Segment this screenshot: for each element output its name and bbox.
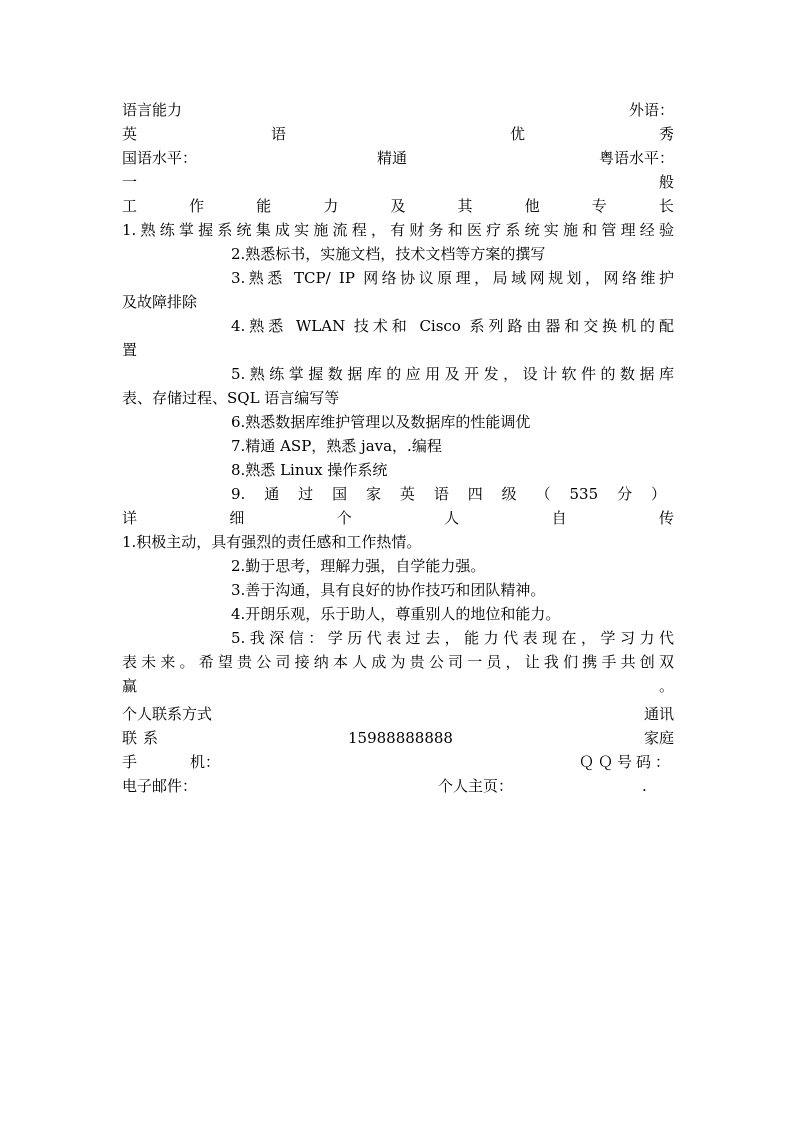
cet4-part: 通: [264, 485, 280, 503]
skills-heading-char: 其: [457, 197, 473, 215]
language-heading-line: [122, 98, 674, 122]
cet4-part: 语: [433, 485, 449, 503]
cet4-part: （: [535, 485, 551, 503]
skills-heading-char: 力: [323, 197, 339, 215]
skill-item: 4.熟悉 WLAN 技术和 Cisco 系列路由器和交换机的配: [231, 317, 674, 335]
intro-item-continued: 表未来。希望贵公司接纳本人成为贵公司一员，让我们携手共创双: [122, 653, 674, 671]
foreign-language-label: 外语：: [628, 101, 674, 119]
contact-heading: 个人联系方式: [122, 705, 213, 723]
contact-heading-line: [122, 702, 674, 726]
skill-item: 7.精通 ASP，熟悉 java，.编程: [231, 437, 442, 455]
homepage-label: 个人主页：: [438, 777, 514, 795]
intro-heading-char: 传: [658, 509, 674, 527]
language-heading: 语言能力: [122, 101, 183, 119]
email-homepage-line: [122, 774, 674, 798]
email-label: 电子邮件：: [122, 777, 198, 795]
skills-heading-char: 工: [122, 197, 138, 215]
cet4-part: 9.: [231, 485, 246, 503]
cet4-part: 家: [365, 485, 381, 503]
intro-heading: [122, 506, 674, 530]
home-label: 家庭: [643, 729, 674, 747]
skill-item: 5.熟练掌握数据库的应用及开发，设计软件的数据库: [231, 365, 674, 383]
english-char: 秀: [658, 125, 674, 143]
skills-heading: [122, 194, 674, 218]
homepage-end: .: [642, 777, 647, 795]
cet4-part: 535: [569, 485, 599, 503]
intro-heading-char: 个: [336, 509, 352, 527]
intro-heading-char: 细: [229, 509, 245, 527]
phone-number: 15988888888: [348, 729, 453, 747]
cet4-part: 过: [298, 485, 314, 503]
skills-heading-char: 及: [390, 197, 406, 215]
dialect-line: [122, 146, 674, 170]
intro-item: 1.积极主动，具有强烈的责任感和工作热情。: [122, 533, 422, 551]
skills-heading-char: 长: [658, 197, 674, 215]
cantonese-level-char: 一: [122, 173, 138, 191]
cantonese-level-char: 般: [658, 173, 674, 191]
skill-item-continued: 置: [122, 341, 138, 359]
mobile-char: 机：: [190, 753, 221, 771]
skill-item: 6.熟悉数据库维护管理以及数据库的性能调优: [231, 413, 531, 431]
skill-item-cet4: [231, 482, 666, 506]
english-char: 语: [270, 125, 286, 143]
skill-item-continued: 及故障排除: [122, 293, 198, 311]
intro-item: 4.开朗乐观，乐于助人，尊重别人的地位和能力。: [231, 605, 561, 623]
cantonese-label: 粤语水平：: [598, 149, 674, 167]
skill-item: 1.熟练掌握系统集成实施流程，有财务和医疗系统实施和管理经验: [122, 221, 674, 239]
intro-heading-char: 人: [444, 509, 460, 527]
cet4-part: 国: [332, 485, 348, 503]
intro-heading-char: 详: [122, 509, 138, 527]
comm-label: 通讯: [643, 705, 674, 723]
intro-item: 2.勤于思考，理解力强，自学能力强。: [231, 557, 486, 575]
intro-heading-char: 自: [551, 509, 567, 527]
cet4-part: 分: [617, 485, 633, 503]
skills-heading-char: 他: [524, 197, 540, 215]
mandarin-label: 国语水平：: [122, 149, 198, 167]
qq-label: ＱＱ号码：: [578, 753, 674, 771]
intro-end-char: 赢: [122, 677, 138, 695]
cet4-part: 级: [501, 485, 517, 503]
intro-item: 5.我深信：学历代表过去，能力代表现在，学习力代: [231, 629, 674, 647]
intro-item-continued-end: [122, 674, 674, 698]
mobile-qq-line: [122, 750, 674, 774]
skills-heading-char: 能: [256, 197, 272, 215]
cet4-part: ）: [650, 485, 666, 503]
intro-end-punct: 。: [658, 677, 674, 695]
cet4-part: 四: [467, 485, 483, 503]
english-char: 英: [122, 125, 138, 143]
mobile-char: 手: [122, 753, 138, 771]
skill-item: 2.熟悉标书，实施文档，技术文档等方案的撰写: [231, 245, 546, 263]
skill-item-continued: 表、存储过程、SQL 语言编写等: [122, 389, 340, 407]
cet4-part: 英: [399, 485, 415, 503]
contact-phone-line: [122, 726, 674, 750]
english-char: 优: [509, 125, 525, 143]
skill-item: 8.熟悉 Linux 操作系统: [231, 461, 388, 479]
skills-heading-char: 作: [189, 197, 205, 215]
english-level-line: [122, 122, 674, 146]
intro-item: 3.善于沟通，具有良好的协作技巧和团队精神。: [231, 581, 546, 599]
mandarin-value: 精通: [377, 149, 408, 167]
skills-heading-char: 专: [591, 197, 607, 215]
cantonese-level-line: [122, 170, 674, 194]
skill-item: 3.熟悉 TCP/ IP 网络协议原理，局域网规划，网络维护: [231, 269, 674, 287]
contact-label: 联系: [122, 729, 165, 747]
